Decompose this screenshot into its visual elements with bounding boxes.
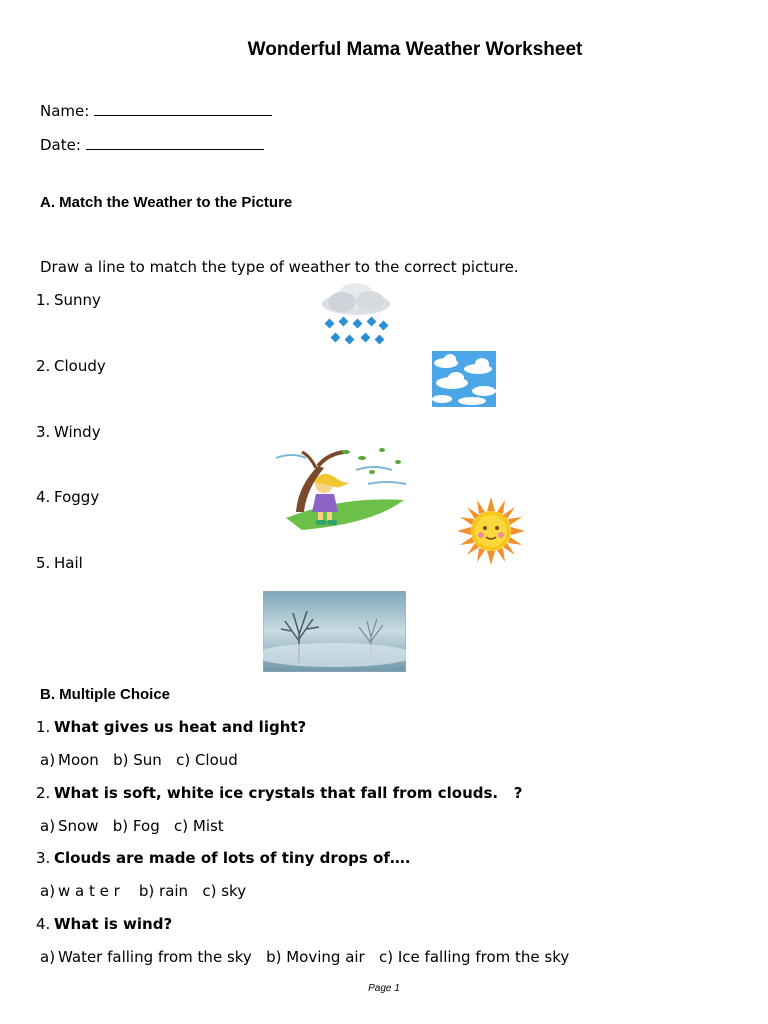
sunny-picture	[457, 497, 525, 565]
page-number: Page 1	[368, 983, 400, 994]
question: 4. What is wind?	[36, 915, 173, 933]
name-blank	[94, 101, 272, 116]
section-b-heading: B. Multiple Choice	[40, 686, 171, 703]
date-line	[40, 135, 264, 154]
foggy-picture	[263, 591, 406, 672]
worksheet-title: Wonderful Mama Weather Worksheet	[247, 39, 583, 60]
answer-options: a) Moon b) Sun c) Cloud	[40, 751, 238, 769]
question: 1. What gives us heat and light?	[36, 718, 307, 736]
name-label: Name:	[40, 102, 90, 120]
date-label: Date:	[40, 136, 81, 154]
answer-options: a) Water falling from the sky b) Moving air c) Ice falling from the sky	[40, 948, 570, 966]
cloudy-picture	[432, 351, 496, 407]
hail-picture	[318, 282, 396, 350]
date-blank	[86, 135, 264, 150]
name-line	[40, 101, 272, 120]
answer-options: a) w a t e r b) rain c) sky	[40, 882, 247, 900]
match-item: 5. Hail	[36, 554, 83, 572]
match-item: 1. Sunny	[36, 291, 101, 309]
match-item: 3. Windy	[36, 423, 101, 441]
question: 3. Clouds are made of lots of tiny drops of….	[36, 849, 411, 867]
match-item: 4. Foggy	[36, 488, 100, 506]
section-a-heading: A. Match the Weather to the Picture	[40, 194, 293, 211]
answer-options: a) Snow b) Fog c) Mist	[40, 817, 224, 835]
windy-picture	[272, 438, 412, 533]
question: 2. What is soft, white ice crystals that fall from clouds. ?	[36, 784, 523, 802]
section-a-instruction: Draw a line to match the type of weather to the correct picture.	[40, 258, 519, 276]
match-item: 2. Cloudy	[36, 357, 106, 375]
